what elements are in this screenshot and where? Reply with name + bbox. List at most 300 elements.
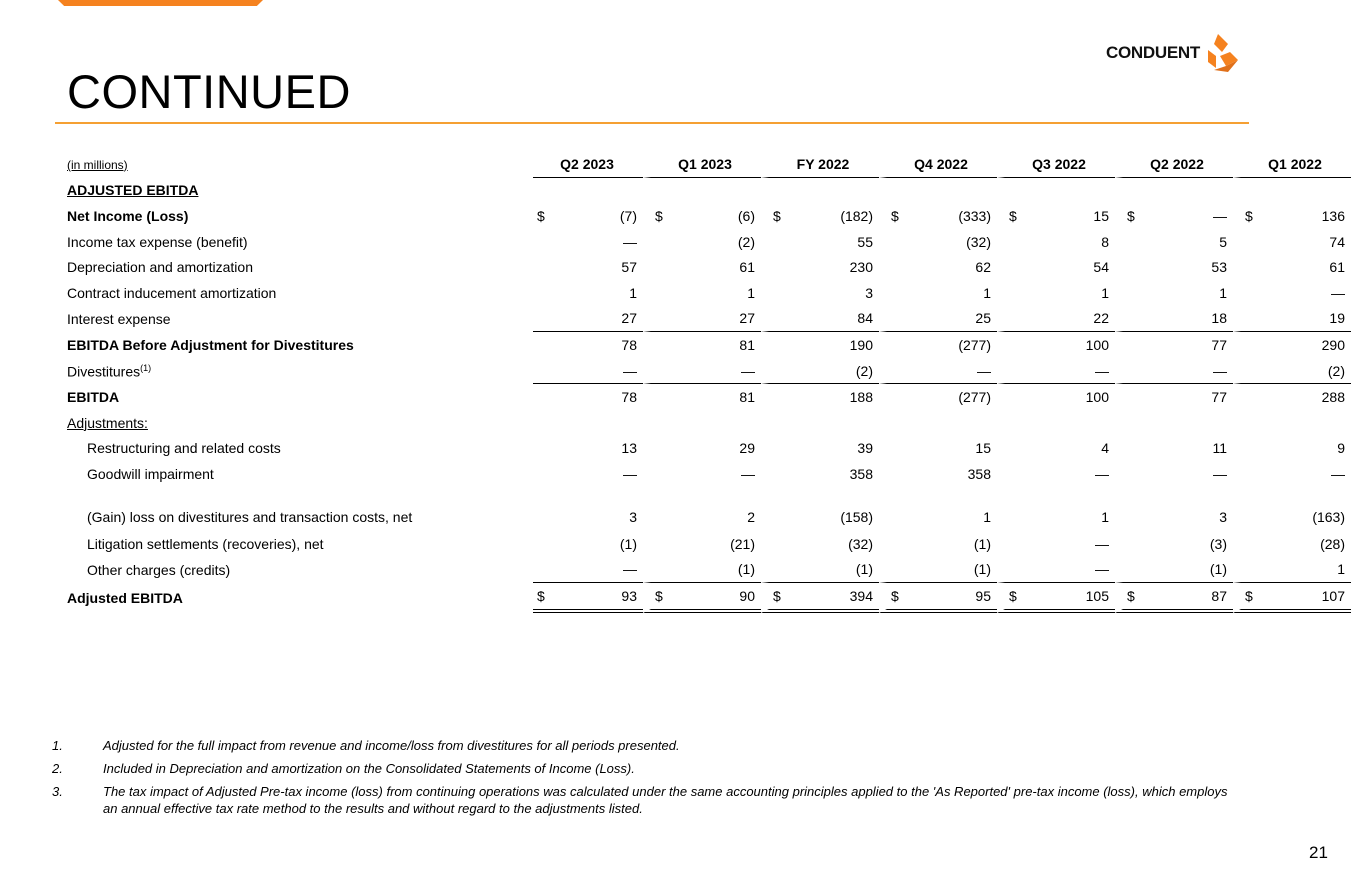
- value-cell: [1115, 229, 1233, 255]
- table-header-row: [62, 152, 1351, 178]
- value-cell: [761, 436, 879, 462]
- value-cell: [761, 583, 879, 613]
- accent-bar: [58, 0, 263, 6]
- value-text: 230: [849, 259, 873, 276]
- footnote-ref: (1): [140, 362, 152, 373]
- value: [773, 389, 873, 405]
- value-cell: [1233, 332, 1351, 358]
- value-cell: [1233, 178, 1351, 204]
- value-text: 358: [967, 465, 991, 482]
- value-text: 1: [1101, 284, 1109, 301]
- row-label-text: Litigation settlements (recoveries), net: [87, 535, 324, 552]
- table-row: [62, 531, 1351, 557]
- row-label: [62, 487, 533, 531]
- currency-symbol: $: [537, 207, 545, 224]
- value: [891, 536, 991, 552]
- value: [1127, 234, 1227, 250]
- value-cell: [879, 332, 997, 358]
- value: [891, 234, 991, 250]
- value-cell: [533, 461, 643, 487]
- value-text: 100: [1085, 389, 1109, 406]
- value-text: 105: [1085, 587, 1109, 604]
- row-label: [62, 583, 533, 613]
- value-text: 358: [849, 465, 873, 482]
- row-label: [62, 254, 533, 280]
- value-cell: [1115, 178, 1233, 204]
- conduent-logo: [1106, 34, 1244, 72]
- value-text: 190: [849, 336, 873, 353]
- value-text: 11: [1212, 440, 1227, 457]
- value-cell: [643, 410, 761, 436]
- value-text: 1: [1337, 561, 1345, 578]
- value-cell: [533, 254, 643, 280]
- value: [1127, 363, 1227, 379]
- value-text: (277): [958, 389, 991, 406]
- value-text: 74: [1329, 233, 1345, 250]
- value: [1245, 389, 1345, 405]
- value-text: 9: [1337, 440, 1345, 457]
- value-text: 25: [975, 310, 991, 327]
- value-cell: [1115, 332, 1233, 358]
- value-text: 87: [1211, 587, 1227, 604]
- value-text: 90: [739, 587, 755, 604]
- row-label-text: Restructuring and related costs: [87, 440, 281, 457]
- value-cell: [1233, 436, 1351, 462]
- value: [537, 509, 637, 525]
- value: [1245, 440, 1345, 456]
- value-text: —: [1095, 362, 1109, 379]
- value-cell: [643, 178, 761, 204]
- value-text: (7): [619, 207, 637, 224]
- value-cell: [997, 583, 1115, 613]
- value-cell: [997, 556, 1115, 583]
- value: [773, 466, 873, 482]
- value: [537, 234, 637, 250]
- value-text: 53: [1211, 259, 1227, 276]
- value-text: 2: [747, 508, 755, 525]
- value-text: —: [623, 362, 637, 379]
- value: [891, 389, 991, 405]
- table-row: [62, 410, 1351, 436]
- row-label-text: Depreciation and amortization: [67, 259, 253, 276]
- table-row: [62, 358, 1351, 385]
- value: [1127, 509, 1227, 525]
- value-text: 1: [983, 508, 991, 525]
- column-header: Q2 2023: [533, 152, 643, 178]
- value-cell: [761, 332, 879, 358]
- value-cell: [643, 384, 761, 410]
- value-text: 27: [621, 310, 637, 327]
- value-text: —: [1213, 207, 1227, 224]
- page-number: 21: [1309, 843, 1328, 862]
- value: [537, 561, 637, 577]
- value-cell: [761, 254, 879, 280]
- value-text: (158): [840, 508, 873, 525]
- value: [773, 440, 873, 456]
- table-row: [62, 556, 1351, 583]
- value-text: 394: [849, 587, 873, 604]
- value: [537, 440, 637, 456]
- value: [537, 536, 637, 552]
- value-text: (1): [973, 561, 991, 578]
- value-cell: [879, 358, 997, 385]
- value-text: 136: [1321, 207, 1345, 224]
- value-text: (2): [737, 233, 755, 250]
- value-cell: [997, 254, 1115, 280]
- value-text: 22: [1093, 310, 1109, 327]
- value: [773, 234, 873, 250]
- value-cell: [1233, 410, 1351, 436]
- currency-symbol: $: [537, 587, 545, 604]
- value-text: 77: [1211, 389, 1227, 406]
- currency-symbol: $: [1009, 587, 1017, 604]
- value-cell: [879, 254, 997, 280]
- value-text: (32): [848, 535, 873, 552]
- row-label: [62, 436, 533, 462]
- value-cell: [997, 178, 1115, 204]
- row-label: [62, 531, 533, 557]
- value-cell: [1233, 229, 1351, 255]
- value-cell: [761, 461, 879, 487]
- value: [537, 389, 637, 405]
- value-cell: [643, 583, 761, 613]
- value-cell: [1233, 306, 1351, 333]
- table-row: [62, 436, 1351, 462]
- value: [1009, 561, 1109, 577]
- value-cell: [643, 436, 761, 462]
- table-row: [62, 203, 1351, 229]
- row-label: [62, 410, 533, 436]
- row-label: [62, 306, 533, 333]
- value-cell: [533, 229, 643, 255]
- value-text: 1: [629, 284, 637, 301]
- value-text: 78: [621, 336, 637, 353]
- value: [655, 234, 755, 250]
- value-cell: [643, 461, 761, 487]
- value-cell: [997, 229, 1115, 255]
- currency-symbol: $: [1245, 207, 1253, 224]
- value-cell: [761, 229, 879, 255]
- row-label: [62, 358, 533, 385]
- value: [891, 310, 991, 326]
- column-header: Q4 2022: [879, 152, 997, 178]
- row-label-text: Net Income (Loss): [67, 207, 189, 224]
- value: [891, 259, 991, 275]
- value-cell: [997, 531, 1115, 557]
- currency-symbol: $: [1127, 207, 1135, 224]
- currency-symbol: $: [655, 587, 663, 604]
- value: [1009, 509, 1109, 525]
- value-text: 77: [1211, 336, 1227, 353]
- value-cell: [879, 229, 997, 255]
- table-row: [62, 461, 1351, 487]
- value-cell: [1233, 358, 1351, 385]
- value-text: —: [741, 362, 755, 379]
- value-text: 39: [857, 440, 873, 457]
- value-text: —: [1331, 284, 1345, 301]
- value-text: —: [977, 362, 991, 379]
- row-label: [62, 280, 533, 306]
- value-cell: [879, 531, 997, 557]
- value-cell: [1115, 203, 1233, 229]
- value-text: 13: [621, 440, 637, 457]
- value-cell: [1233, 487, 1351, 531]
- value-cell: [643, 332, 761, 358]
- row-label-text: Adjusted EBITDA: [67, 589, 183, 606]
- table-row: [62, 280, 1351, 306]
- value: [1245, 363, 1345, 379]
- column-header: FY 2022: [761, 152, 879, 178]
- value: [773, 536, 873, 552]
- value: [1245, 561, 1345, 577]
- value: [1009, 440, 1109, 456]
- value-cell: [1233, 203, 1351, 229]
- value-text: 3: [865, 284, 873, 301]
- value-cell: [1115, 280, 1233, 306]
- value: [891, 285, 991, 301]
- table-row: [62, 306, 1351, 333]
- value-cell: [997, 203, 1115, 229]
- footnote-number: 2.: [52, 761, 63, 776]
- currency-symbol: $: [773, 207, 781, 224]
- value-cell: [643, 254, 761, 280]
- row-label-text: Goodwill impairment: [87, 465, 214, 482]
- value-cell: [997, 461, 1115, 487]
- value-cell: [533, 556, 643, 583]
- value-text: 78: [621, 389, 637, 406]
- column-header: Q1 2022: [1233, 152, 1351, 178]
- value: [1245, 509, 1345, 525]
- value-text: 3: [629, 508, 637, 525]
- value: [773, 337, 873, 353]
- value-cell: [879, 384, 997, 410]
- row-label: [62, 178, 533, 204]
- value: [655, 466, 755, 482]
- value-cell: [533, 178, 643, 204]
- value-text: 57: [621, 259, 637, 276]
- value-cell: [533, 280, 643, 306]
- value: [1127, 440, 1227, 456]
- value-cell: [643, 556, 761, 583]
- row-label: [62, 229, 533, 255]
- table-row: [62, 229, 1351, 255]
- value-cell: [1233, 254, 1351, 280]
- value-text: 1: [983, 284, 991, 301]
- row-label-text: Contract inducement amortization: [67, 284, 277, 301]
- value-cell: [533, 583, 643, 613]
- value: [1009, 389, 1109, 405]
- value: [1245, 208, 1345, 224]
- value: [655, 561, 755, 577]
- value-cell: [643, 229, 761, 255]
- value: [655, 310, 755, 326]
- value-text: (1): [619, 535, 637, 552]
- value-text: —: [623, 465, 637, 482]
- currency-symbol: $: [1127, 587, 1135, 604]
- value-text: 1: [747, 284, 755, 301]
- row-label: [62, 556, 533, 583]
- value-cell: [879, 203, 997, 229]
- value: [655, 389, 755, 405]
- logo-text: CONDUENT: [1106, 43, 1200, 62]
- value-text: (182): [840, 207, 873, 224]
- value-text: (1): [1209, 561, 1227, 578]
- value: [655, 536, 755, 552]
- value-text: 55: [857, 233, 873, 250]
- value-cell: [1233, 556, 1351, 583]
- value-text: 5: [1219, 233, 1227, 250]
- value-text: 107: [1321, 587, 1345, 604]
- value: [537, 285, 637, 301]
- value-cell: [997, 306, 1115, 333]
- value-cell: [643, 487, 761, 531]
- value-cell: [643, 280, 761, 306]
- table-row: [62, 254, 1351, 280]
- value: [1245, 234, 1345, 250]
- value: [891, 509, 991, 525]
- value: [1009, 259, 1109, 275]
- value-text: (1): [855, 561, 873, 578]
- value-cell: [1233, 583, 1351, 613]
- value: [537, 466, 637, 482]
- value-cell: [879, 306, 997, 333]
- table-row: [62, 332, 1351, 358]
- value-cell: [643, 531, 761, 557]
- value-cell: [1115, 358, 1233, 385]
- value-text: (2): [855, 362, 873, 379]
- row-label: [62, 461, 533, 487]
- value-cell: [1233, 461, 1351, 487]
- value: [1127, 389, 1227, 405]
- value-cell: [879, 436, 997, 462]
- value: [1009, 466, 1109, 482]
- value-text: 95: [975, 587, 991, 604]
- value-text: (1): [737, 561, 755, 578]
- value-text: 290: [1321, 336, 1345, 353]
- value-text: 15: [975, 440, 991, 457]
- value-cell: [533, 436, 643, 462]
- value-cell: [761, 556, 879, 583]
- value: [1245, 310, 1345, 326]
- value-cell: [643, 203, 761, 229]
- value-text: 100: [1085, 336, 1109, 353]
- value-text: —: [1331, 465, 1345, 482]
- value: [1245, 285, 1345, 301]
- value-cell: [761, 410, 879, 436]
- value: [1127, 208, 1227, 224]
- value: [773, 285, 873, 301]
- footnote-number: 3.: [52, 784, 63, 799]
- table-row: [62, 178, 1351, 204]
- value-cell: [997, 410, 1115, 436]
- currency-symbol: $: [773, 587, 781, 604]
- value-cell: [997, 384, 1115, 410]
- value-cell: [643, 358, 761, 385]
- value-cell: [879, 461, 997, 487]
- value-text: 81: [739, 336, 755, 353]
- value-text: —: [741, 465, 755, 482]
- value-cell: [879, 487, 997, 531]
- value-text: 4: [1101, 440, 1109, 457]
- value-cell: [1233, 280, 1351, 306]
- value: [537, 337, 637, 353]
- value-text: —: [1095, 465, 1109, 482]
- value: [891, 440, 991, 456]
- value: [655, 440, 755, 456]
- row-label-text: (Gain) loss on divestitures and transaction costs, net: [87, 508, 413, 525]
- value: [773, 561, 873, 577]
- value-text: (3): [1209, 535, 1227, 552]
- value: [773, 310, 873, 326]
- value-cell: [533, 306, 643, 333]
- value-text: 54: [1093, 259, 1109, 276]
- value: [655, 285, 755, 301]
- currency-symbol: $: [891, 207, 899, 224]
- value: [655, 588, 755, 604]
- value: [1127, 536, 1227, 552]
- value: [891, 561, 991, 577]
- value-cell: [533, 358, 643, 385]
- value-cell: [997, 280, 1115, 306]
- page-title: CONTINUED: [67, 65, 351, 118]
- value: [1009, 208, 1109, 224]
- value-text: —: [1213, 465, 1227, 482]
- currency-symbol: $: [1245, 587, 1253, 604]
- value: [891, 363, 991, 379]
- row-label: [62, 203, 533, 229]
- value-cell: [761, 384, 879, 410]
- column-header: Q1 2023: [643, 152, 761, 178]
- value-cell: [1115, 410, 1233, 436]
- value-text: 29: [739, 440, 755, 457]
- value-cell: [761, 306, 879, 333]
- value: [1245, 466, 1345, 482]
- currency-symbol: $: [655, 207, 663, 224]
- value-cell: [997, 436, 1115, 462]
- value: [1009, 536, 1109, 552]
- value-cell: [879, 280, 997, 306]
- row-label-text: ADJUSTED EBITDA: [67, 182, 199, 199]
- value-text: —: [1095, 561, 1109, 578]
- value: [773, 588, 873, 604]
- value: [773, 363, 873, 379]
- value-text: 8: [1101, 233, 1109, 250]
- value-cell: [533, 487, 643, 531]
- footnote-number: 1.: [52, 738, 63, 753]
- value: [891, 337, 991, 353]
- column-header: Q3 2022: [997, 152, 1115, 178]
- value-cell: [879, 178, 997, 204]
- value-cell: [761, 531, 879, 557]
- value: [655, 363, 755, 379]
- value-cell: [1115, 436, 1233, 462]
- value: [655, 337, 755, 353]
- value-text: 288: [1321, 389, 1345, 406]
- footnote-text: The tax impact of Adjusted Pre-tax income (loss) from continuing operations was calculated under the same accounting principles applied to the 'As Reported' pre-tax income (loss), which employs an annual effective tax rate method to the results and without regard to the adjustments listed.: [103, 784, 1228, 816]
- value-cell: [879, 410, 997, 436]
- value-cell: [533, 332, 643, 358]
- value: [891, 466, 991, 482]
- value: [1127, 310, 1227, 326]
- value-cell: [761, 487, 879, 531]
- value: [537, 208, 637, 224]
- value-text: (1): [973, 535, 991, 552]
- row-label-text: Divestitures: [67, 363, 141, 380]
- row-label: [62, 384, 533, 410]
- value-cell: [1115, 556, 1233, 583]
- value: [655, 259, 755, 275]
- value: [1009, 337, 1109, 353]
